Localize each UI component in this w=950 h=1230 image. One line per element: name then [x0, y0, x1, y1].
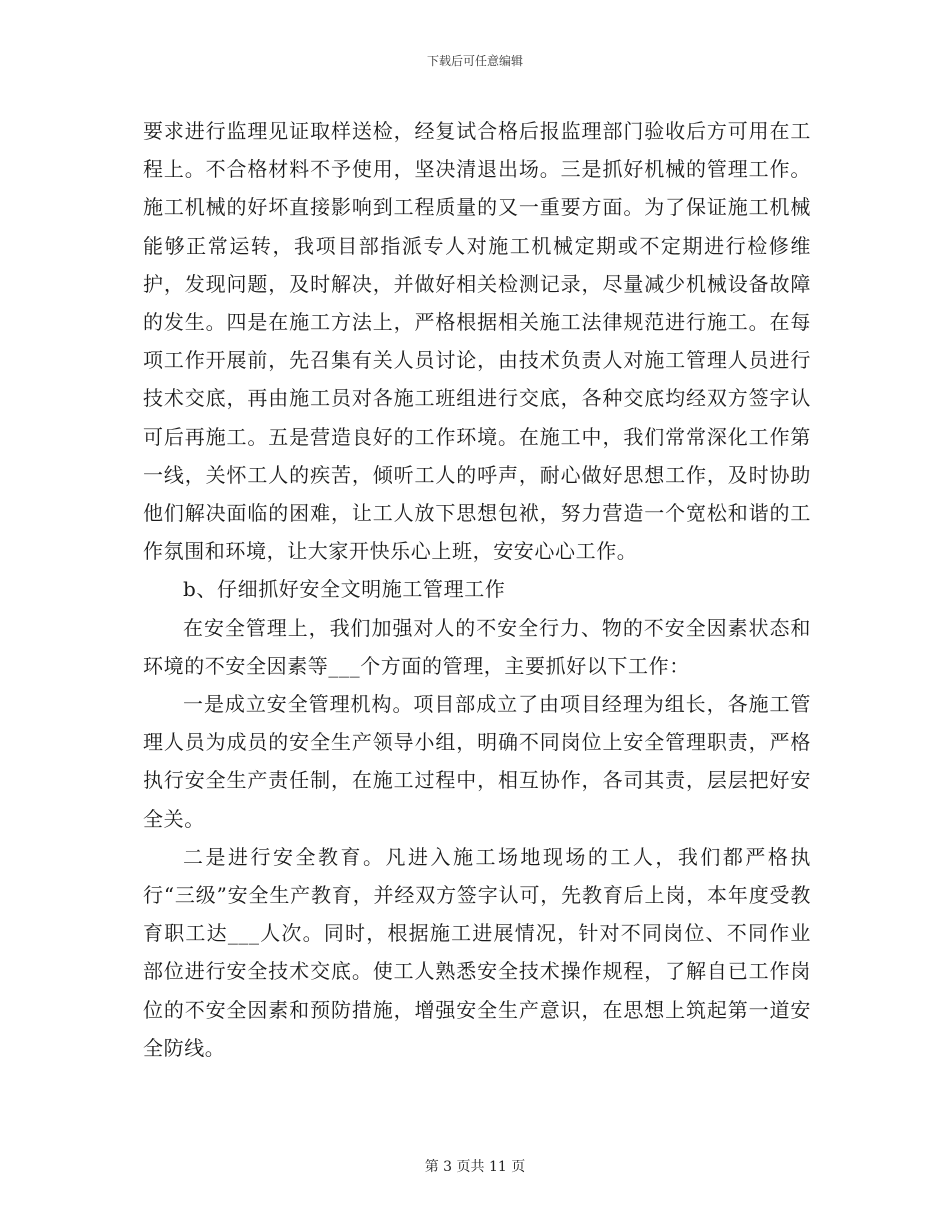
paragraph-safety-organization: 一是成立安全管理机构。项目部成立了由项目经理为组长，各施工管理人员为成员的安全生产领导小组，明确不同岗位上安全管理职责，严格执行安全生产责任制，在施工过程中，相互协作，各司其责，层层把好安全关。 [143, 692, 811, 831]
paragraph-machinery-management: 要求进行监理见证取样送检，经复试合格后报监理部门验收后方可用在工程上。不合格材料不予使用，坚决清退出场。三是抓好机械的管理工作。施工机械的好坏直接影响到工程质量的又一重要方面。为了保证施工机械能够正常运转，我项目部指派专人对施工机械定期或不定期进行检修维护，发现问题，及时解决，并做好相关检测记录，尽量减少机械设备故障的发生。四是在施工方法上，严格根据相关施工法律规范进行施工。在每项工作开展前，先召集有关人员讨论，由技术负责人对施工管理人员进行技术交底，再由施工员对各施工班组进行交底，各种交底均经双方签字认可后再施工。五是营造良好的工作环境。在施工中，我们常常深化工作第一线，关怀工人的疾苦，倾听工人的呼声，耐心做好思想工作，及时协助他们解决面临的困难，让工人放下思想包袱，努力营造一个宽松和谐的工作氛围和环境，让大家开快乐心上班，安安心心工作。 [143, 119, 811, 564]
page-number: 第 3 页共 11 页 [424, 1159, 526, 1175]
document-body [143, 112, 811, 1067]
page-header-note: 下载后可任意编辑 [426, 54, 523, 68]
paragraph-safety-education: 二是进行安全教育。凡进入施工场地现场的工人，我们都严格执行“三级”安全生产教育，并经双方签字认可，先教育后上岗，本年度受教育职工达___人次。同时，根据施工进展情况，针对不同岗位、不同作业部位进行安全技术交底。使工人熟悉安全技术操作规程，了解自已工作岗位的不安全因素和预防措施，增强安全生产意识，在思想上筑起第一道安全防线。 [143, 844, 811, 1060]
paragraph-safety-intro: 在安全管理上，我们加强对人的不安全行力、物的不安全因素状态和环境的不安全因素等___个方面的管理，主要抓好以下工作： [143, 615, 811, 678]
section-heading-safety: b、仔细抓好安全文明施工管理工作 [183, 577, 506, 602]
